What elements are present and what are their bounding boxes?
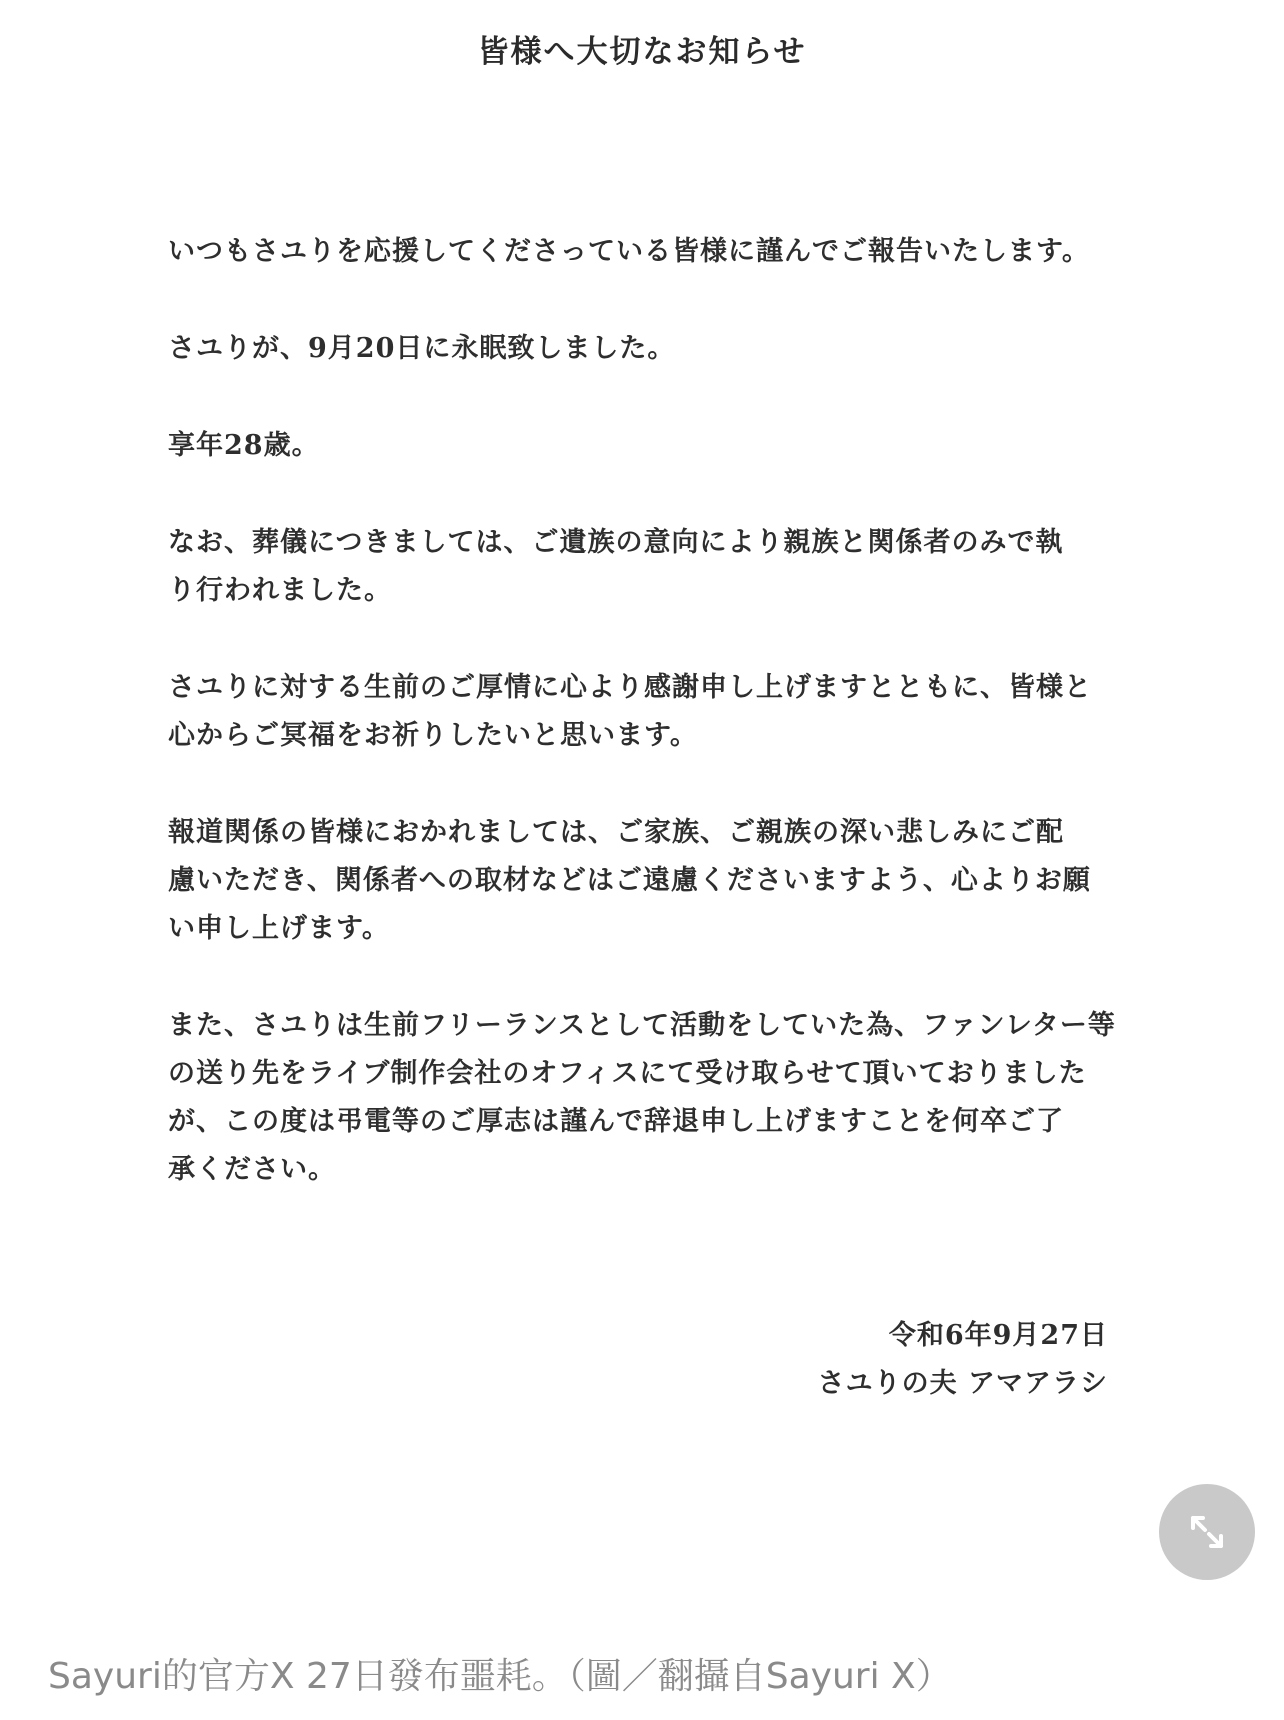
letter-body — [168, 228, 1128, 1243]
letter-paragraph: また、さユりは生前フリーランスとして活動をしていた為、ファンレター等 の送り先をライブ制作会社のオフィスにて受け取らせて頂いておりました が、この度は弔電等のご厚志は謹んで辞退申し上げますことを何卒ご了 承ください。 — [168, 1010, 1116, 1185]
letter-paragraph: 報道関係の皆様におかれましては、ご家族、ご親族の深い悲しみにご配 慮いただき、関係者への取材などはご遠慮くださいますよう、心よりお願 い申し上げます。 — [168, 817, 1091, 944]
letter-signature-block — [818, 1312, 1108, 1408]
expand-image-button[interactable] — [1159, 1484, 1255, 1580]
letter-paragraph: いつもさユりを応援してくださっている皆様に謹んでご報告いたします。 — [168, 236, 1090, 267]
letter-paragraph: なお、葬儀につきましては、ご遺族の意向により親族と関係者のみで執 り行われました。 — [168, 527, 1064, 606]
letter-date: 令和6年9月27日 — [888, 1320, 1108, 1351]
expand-icon — [1183, 1508, 1231, 1556]
letter-paragraph: さユりが、9月20日に永眠致しました。 — [168, 333, 676, 364]
letter-title: 皆様へ大切なお知らせ — [477, 34, 807, 70]
image-caption: Sayuri的官方X 27日發布噩耗。（圖／翻攝自Sayuri X） — [48, 1656, 952, 1697]
letter-signature: さユりの夫 アマアラシ — [817, 1368, 1108, 1399]
letter-paragraph: 享年28歳。 — [168, 430, 320, 461]
letter-paragraph: さユりに対する生前のご厚情に心より感謝申し上げますとともに、皆様と 心からご冥福をお祈りしたいと思います。 — [168, 672, 1092, 751]
